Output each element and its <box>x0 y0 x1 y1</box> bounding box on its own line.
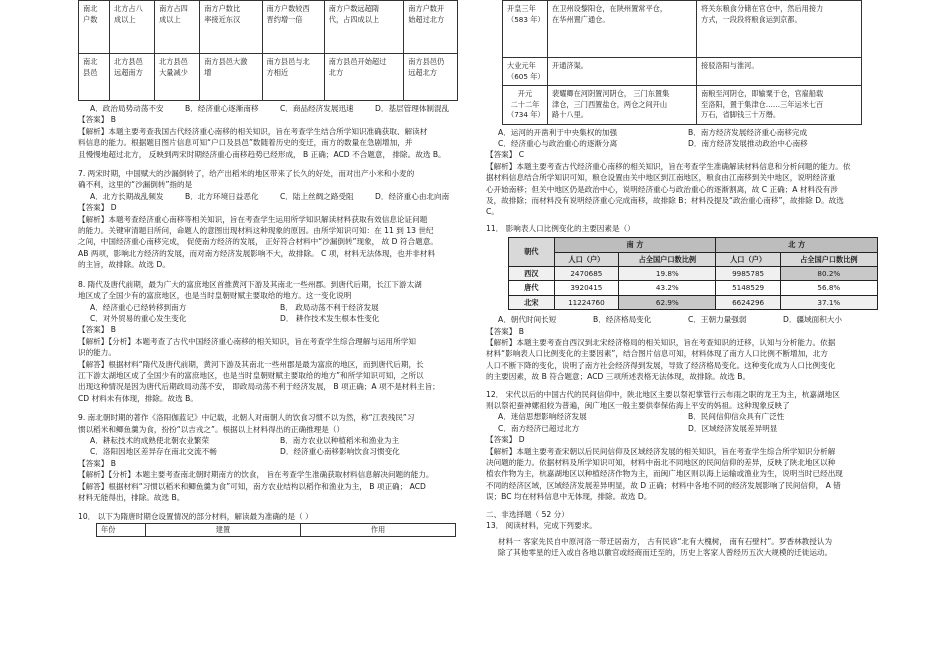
analysis-line: 人口不断下降的变化，说明了南方社会经济得到发展，导致了经济格局变化。这种变化成为人口比例变化 <box>486 360 836 370</box>
analysis-line: 【解析】本题主要考查古代经济重心南移的相关知识，旨在考查学生准确解读材料信息和分析问题的能力。依 <box>486 161 851 171</box>
analysis-line: 出现这种情况是因为唐代后期政局动荡不安， 即政局动荡不利于经济发展， B 项正确；A 项不是材料主旨； <box>78 382 440 392</box>
table-row <box>503 1 862 58</box>
option-d: D．区域经济发展差异明显 <box>688 423 778 433</box>
right-column <box>486 0 878 558</box>
question-stem: 10． 以下为隋唐时期仓设置情况的部分材料，解读最为准确的是（ ） <box>78 512 313 522</box>
table-cell: 南北 县邑 <box>79 54 110 101</box>
answer: 【答案】 B <box>78 115 116 125</box>
table-header-cell: 作用 <box>301 523 456 537</box>
option-b: B．南方经济发展经济重心南移完成 <box>688 127 808 137</box>
answer: 【答案】 D <box>486 435 525 445</box>
question-stem: 则以祭祀蚕神嫘祖较为普遍，闽广地区一般主要供奉保佑海上平安的妈祖。这种现象反映了 <box>486 401 790 411</box>
table-cell: 37.1% <box>780 295 877 309</box>
q6-options <box>78 103 470 114</box>
section-title: 二、非选择题（ 52 分） <box>486 509 569 519</box>
answer: 【答案】 C <box>486 150 525 160</box>
q9-options <box>78 435 470 458</box>
analysis-line: 识的能力。 <box>78 348 116 358</box>
table-cell: 62.9% <box>619 295 716 309</box>
analysis-line: 【解析】本题主要考查我国古代经济重心南移的相关知识，旨在考查学生结合所学知识准确获取、解读材 <box>78 126 428 136</box>
table-cell: 将关东粮食分储在官仓中，然后用接力 方式，一段段将粮食运到京都。 <box>697 1 862 58</box>
q7-options <box>78 191 470 202</box>
table-cell: 56.8% <box>780 281 877 295</box>
option-b: B． 政局动荡不利于经济发展 <box>280 302 379 312</box>
analysis-line: 植农作物为主，杭嘉湖地区以种植经济作物为主，而闽广地区则以海上运输或渔业为生，说明当时已经出现 <box>486 469 843 479</box>
option-a: A．运河的开凿利于中央集权的加强 <box>498 127 618 137</box>
population-table <box>508 237 878 310</box>
table-header-cell: 建置 <box>146 523 301 537</box>
left-column <box>78 0 470 537</box>
table-cell: 开元 二十二年 （734 年） <box>503 86 548 125</box>
household-county-table <box>78 0 458 101</box>
table-cell: 南方户数较西 晋约增一倍 <box>262 1 324 54</box>
option-b: B．经济重心逐渐南移 <box>185 104 259 113</box>
table-cell: 北方县邑 远超南方 <box>110 54 155 101</box>
option-a: A．经济重心已经转移到南方 <box>90 302 187 312</box>
question-stem: 11． 影响表人口比例变化的主要因素是（） <box>486 223 635 233</box>
table-row <box>509 281 878 295</box>
table-cell: 开皇三年 （583 年） <box>503 1 548 58</box>
analysis-line: 【解析】【分析】本题主要考查南北朝时期南方的饮食， 旨在考查学生准确获取材料信息解决问题的能力。 <box>78 470 434 480</box>
option-d: D．疆域面积大小 <box>783 315 843 325</box>
analysis-line: AB 两项，影响北方经济的发展，而对南方经济发展影响不大，故排除。 C 项，材料无法体现，也并非材料 <box>78 248 436 258</box>
q10-block <box>78 511 470 537</box>
option-b: B．民间信仰信众具有广泛性 <box>688 412 785 422</box>
option-b: B．南方农业以种植稻米和渔业为主 <box>280 435 400 445</box>
table-row <box>503 58 862 86</box>
option-d: D． 耕作技术发生根本性变化 <box>280 313 380 323</box>
analysis-line: 误；BC 均在材料信息中无体现，排除。故选 D。 <box>486 492 652 502</box>
q6-block <box>78 103 470 160</box>
table-cell: 西汉 <box>509 266 555 280</box>
option-b: B．经济格局变化 <box>593 315 652 325</box>
table-cell: 6624296 <box>716 295 780 309</box>
part2-block <box>486 509 878 559</box>
granary-table <box>502 0 862 125</box>
analysis-line: 材料“影响表人口比例变化的主要因素”，结合图片信息可知，材料体现了南方人口比例不断增加，北方 <box>486 349 828 359</box>
table-header-cell: 人口（户） <box>716 252 780 266</box>
analysis-line: 【解析】本题主要考查自西汉到北宋经济格局的相关知识，旨在考查知识的迁移，认知与分析能力。依据 <box>486 338 836 347</box>
question-stem: 惯以稻米和鲫鱼羹为食，扮扮“以吉戎之”。根据以上材料得出的正确推理是（） <box>78 424 345 434</box>
table-row <box>79 54 458 101</box>
option-d: D．南方经济发展推动政治中心南移 <box>688 138 808 148</box>
option-d: D．基层管理体制混乱 <box>375 104 450 113</box>
question-stem: 地区成了全国少有的富庶地区，也是当时皇朝财赋主要取给的地方。这一变化说明 <box>78 291 352 301</box>
table-row <box>509 266 878 280</box>
q11-options <box>486 314 878 325</box>
analysis-line: 的主旨，故排除。故选 D。 <box>78 260 170 270</box>
analysis-line: 料信息的能力。根据题目图片信息可知“户口及县邑”数随着历史的变迁，南方的数量在急剧增加，并 <box>78 138 413 148</box>
analysis-line: 的主要因素，故 B 符合题意；ACD 三项所述表格无法体现，故排除。故选 B。 <box>486 372 751 382</box>
option-a: A．迷信思想影响经济发展 <box>498 412 587 422</box>
analysis-line: 心开始南移；但关中地区仍是政治中心，说明经济重心与政治重心的逐渐割离，故 C 正确；A 材料没有涉 <box>486 184 838 194</box>
table-row <box>509 295 878 309</box>
table-cell: 在卫州设黎阳仓，在陕州置常平仓， 在华州置广通仓。 <box>548 1 697 58</box>
answer: 【答案】 B <box>486 326 524 336</box>
option-c: C．经济重心与政治重心的逐渐分离 <box>498 138 618 148</box>
table-cell: 43.2% <box>619 281 716 295</box>
table-cell: 南方户数开 始超过北方 <box>404 1 458 54</box>
option-a: A．耕耘技术的成熟使北朝农业繁荣 <box>90 435 210 445</box>
q11-block <box>486 223 878 383</box>
analysis-line: 决问题的能力。依据材料及所学知识可知，材料中南北不同地区的民间信仰的差异，反映了陕北地区以种 <box>486 458 836 468</box>
q8-options <box>78 302 470 325</box>
answer: 【答案】 D <box>78 203 117 213</box>
analysis-line: 据材料信息结合所学知识可知，粮仓设置由关中地区到江南地区，粮食由江南移到关中地区，说明经济重 <box>486 173 836 183</box>
option-a: A．北方长期战乱频发 <box>90 191 164 201</box>
option-c: C．南方经济已超过北方 <box>498 423 580 433</box>
table-header-cell: 占全国户口数比例 <box>619 252 716 266</box>
analysis-line: 【解答】根据材料“习惯以稻米和鲫鱼羹为食”可知，南方农业结构以稻作和渔业为主， B 项正确； ACD <box>78 481 426 491</box>
table-cell: 南方县邑仍 远超北方 <box>404 54 458 101</box>
option-c: C．洛阳因地区差异存在南北交流不畅 <box>90 447 217 457</box>
table-cell: 3920415 <box>554 281 619 295</box>
table-header-cell: 南 方 <box>554 238 716 252</box>
q12-options <box>486 411 878 434</box>
table-header-cell: 占全国户口数比例 <box>780 252 877 266</box>
table-cell: 11224760 <box>554 295 619 309</box>
table-row <box>97 523 456 537</box>
table-cell: 北方占八 成以上 <box>110 1 155 54</box>
analysis-line: 及，故排除；而材料没有说明经济重心完成南移，故排除 B；材料没提及“政治重心南移”，故排除 D。故选 <box>486 195 844 205</box>
table-header-cell: 朝代 <box>509 238 555 267</box>
analysis-line: 且慢慢地超过北方， 反映到两宋时期经济重心南移趋势已经形成， B 正确；ACD 不合题意， 排除。故选 B。 <box>78 149 446 159</box>
question-stem: 确不利，这里的“沙漏倒转”指的是 <box>78 180 193 190</box>
q9-block <box>78 412 470 503</box>
q12-block <box>486 389 878 503</box>
table-cell: 北方县邑 大量减少 <box>155 54 200 101</box>
table-cell: 开通济渠。 <box>548 58 697 86</box>
table-cell: 南方占四 成以上 <box>155 1 200 54</box>
option-d: D．经济重心南移影响饮食习惯变化 <box>280 447 400 457</box>
table-cell: 南方县邑开始超过 北方 <box>324 54 403 101</box>
option-c: C．商品经济发展迅速 <box>280 104 354 113</box>
analysis-line: 江下游太湖地区成了全国少有的富庶地区，也是当时皇朝财赋主要取给的地方”和所学知识可知，之所以 <box>78 370 424 380</box>
q7-block <box>78 168 470 271</box>
answer: 【答案】 B <box>78 458 116 468</box>
granary-table-header <box>96 523 456 538</box>
table-header-cell: 北 方 <box>716 238 878 252</box>
table-cell: 9985785 <box>716 266 780 280</box>
table-cell: 接驳洛阳与淮河。 <box>697 58 862 86</box>
material-line: 除了其他零星的迁入或自各地以徽官或经商而迁至的，历史上客家人曾经历五次大规模的迁徙运动。 <box>498 547 833 557</box>
option-a: A．朝代时间长短 <box>498 315 557 325</box>
option-c: C．陆上丝绸之路受阻 <box>280 191 354 201</box>
q10-options <box>486 127 878 150</box>
question-stem: 13． 阅读材料，完成下列要求。 <box>486 521 597 531</box>
table-cell: 唐代 <box>509 281 555 295</box>
analysis-line: 【解析】本题考查经济重心南移等相关知识，旨在考查学生运用所学知识解读材料获取有效信息论证问题 <box>78 214 428 224</box>
question-stem: 9. 南北朝时期的著作《洛阳伽蓝记》中记载，北朝人对南朝人的饮食习惯不以为然，称“江表残民”习 <box>78 413 415 423</box>
analysis-line: CD 材料未有体现，排除。故选 B。 <box>78 393 198 403</box>
q10-answer-block <box>486 127 878 218</box>
table-cell: 2470685 <box>554 266 619 280</box>
table-cell: 南粮至河阴仓，即输粟于仓，官雇船载 至洛阳，置于集津仓……三年运米七百 万石，省脚钱三十万缗。 <box>697 86 862 125</box>
table-cell: 裴耀卿在河阴置河阴仓， 三门东置集 津仓，三门西置盐仓，两仓之间开山 路十八里。 <box>548 86 697 125</box>
analysis-line: 【解析】【分析】本题考查了古代中国经济重心南移的相关知识，旨在考查学生综合理解与运用所学知 <box>78 336 416 346</box>
analysis-line: 【解答】根据材料“隋代及唐代前期，黄河下游及其南北一些州郡是最为富庶的地区，而到唐代后期，长 <box>78 359 424 369</box>
table-cell: 5148529 <box>716 281 780 295</box>
table-header-cell: 人口（户） <box>554 252 619 266</box>
question-stem: 8. 隋代及唐代前期，最为广大的富庶地区首推黄河下游及其南北一些州郡。到唐代后期，长江下游太湖 <box>78 279 422 289</box>
analysis-line: 【解析】本题主要考查宋朝以后民间信仰及区域经济发展的相关知识，旨在考查学生综合所学知识分析解 <box>486 446 836 456</box>
table-row <box>79 1 458 54</box>
option-b: B．北方环境日益恶化 <box>185 191 259 201</box>
question-stem: 7. 两宋时期，中国赋大的沙漏倒转了，给产出稻米的地区带来了长久的好处，而对出产小米和小麦的 <box>78 169 415 179</box>
table-cell: 南北 户数 <box>79 1 110 54</box>
table-row <box>509 252 878 266</box>
material-line: 材料一 客家先民自中原河洛一带迁居南方， 古有民谚“北有大槐树， 南有石壁村”。罗香林教授认为 <box>498 536 833 546</box>
analysis-line: 的能力。关键审清题目所问，命题人的意图出现材料这种现象的原因。由所学知识可知：在 11 到 13 世纪 <box>78 226 434 236</box>
q8-block <box>78 279 470 404</box>
table-cell: 南方户数比 率接近东汉 <box>200 1 262 54</box>
option-d: D．经济重心由北向南 <box>375 191 450 201</box>
table-header-cell: 年份 <box>97 523 146 537</box>
analysis-line: 不同的经济区域，区域经济发展差异明显，故 D 正确；材料中各地不同的经济发展影响了民间信仰， A 错 <box>486 480 841 490</box>
analysis-line: 之间，中国经济重心南移完成， 促使南方经济的发展， 正好符合材料中“沙漏倒转”现象， 故 D 符合题意。 <box>78 237 438 247</box>
table-cell: 19.8% <box>619 266 716 280</box>
analysis-line: C。 <box>486 207 499 217</box>
table-row <box>503 86 862 125</box>
table-cell: 80.2% <box>780 266 877 280</box>
table-cell: 南方县邑与北 方相近 <box>262 54 324 101</box>
option-a: A．政治局势动荡不安 <box>90 104 164 113</box>
table-cell: 南方县邑大激 增 <box>200 54 262 101</box>
table-cell: 大业元年 （605 年） <box>503 58 548 86</box>
table-cell: 北宋 <box>509 295 555 309</box>
option-c: C．对外贸易的重心发生变化 <box>90 313 187 323</box>
table-cell: 南方户数远超隋 代，占四成以上 <box>324 1 403 54</box>
table-row <box>509 238 878 252</box>
option-c: C．王朝力量强弱 <box>688 315 747 325</box>
answer: 【答案】 B <box>78 325 116 335</box>
question-stem: 12． 宋代以后的中国古代的民间信仰中，陕北地区主要以祭祀掌管行云布雨之职的龙王为主，杭嘉湖地区 <box>486 389 840 399</box>
analysis-line: 材料无能得出，排除。故选 B。 <box>78 493 185 502</box>
